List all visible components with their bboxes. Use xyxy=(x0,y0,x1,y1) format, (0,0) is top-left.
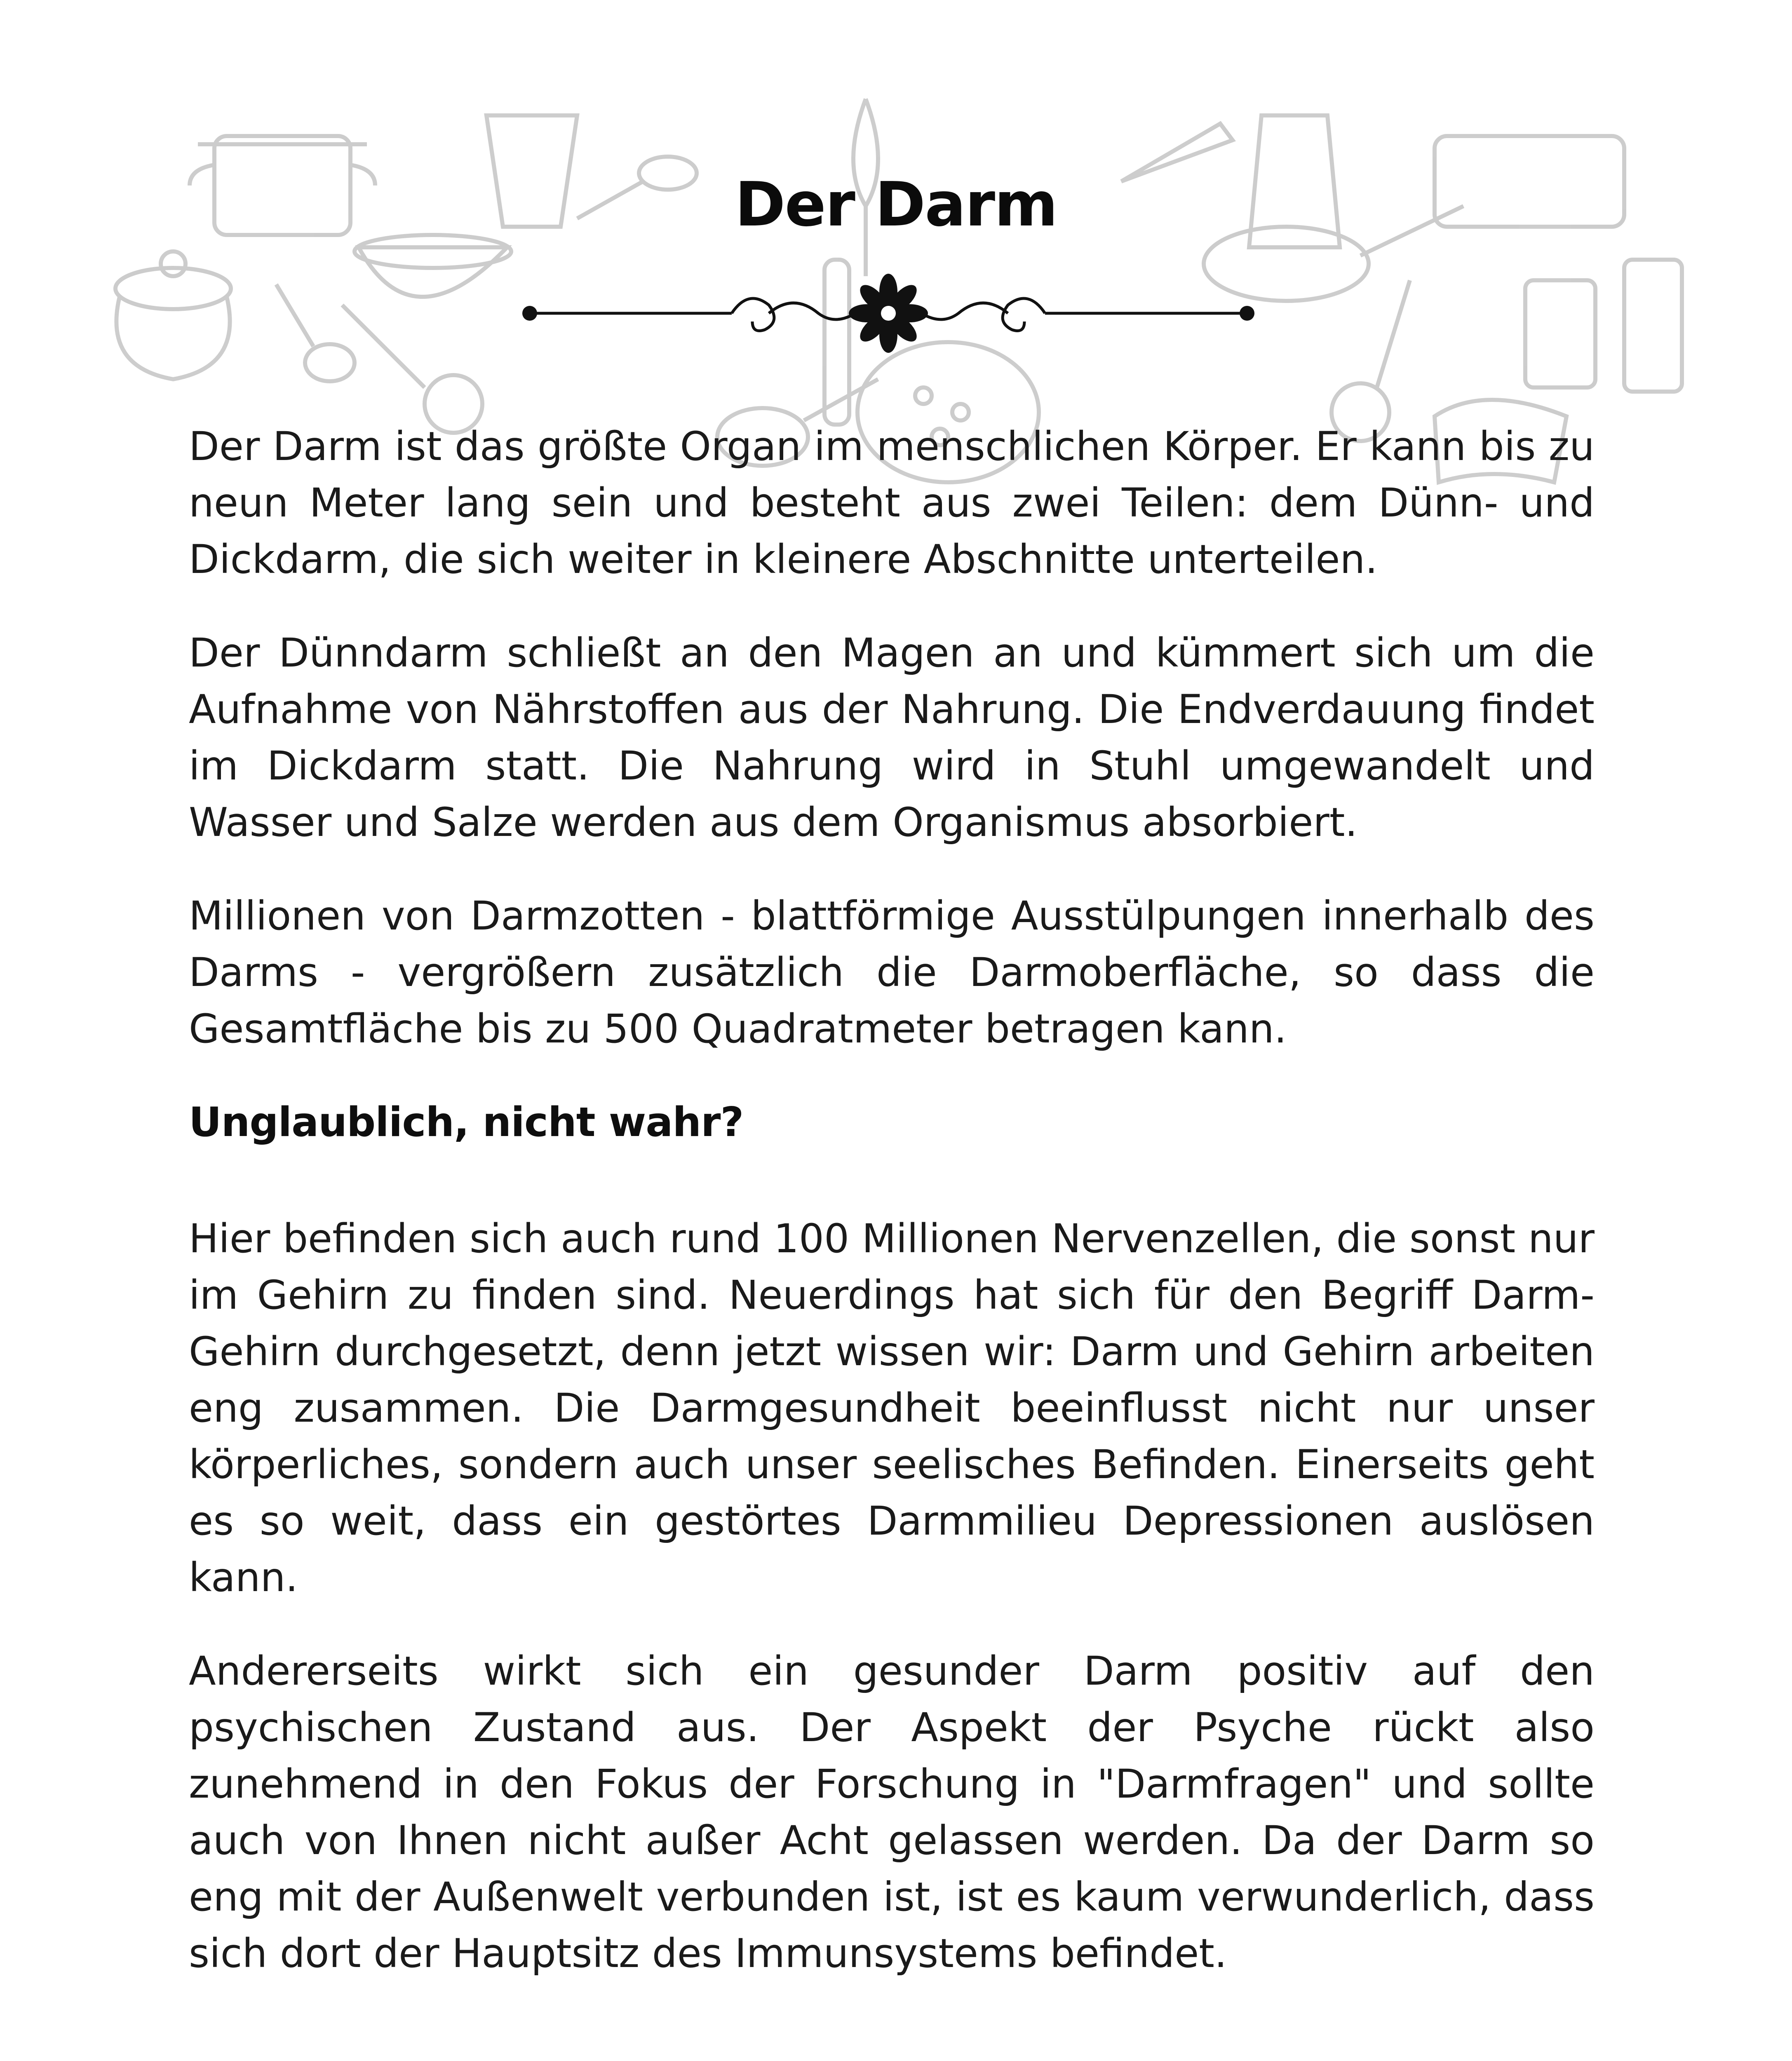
page-title: Der Darm xyxy=(735,169,1057,240)
paragraph-darmzotten: Millionen von Darmzotten - blattförmige Ausstülpungen innerhalb des Darms - vergrößern zusätzlich die Darmoberfläche, so dass die Gesamtfläche bis zu 500 Quadratmeter betragen kann. xyxy=(189,893,1595,1052)
paragraph-intro: Der Darm ist das größte Organ im menschlichen Körper. Er kann bis zu neun Meter lang sein und besteht aus zwei Teilen: dem Dünn- und Dickdarm, die sich weiter in kleinere Abschnitte unterteilen. xyxy=(189,423,1595,582)
article-body xyxy=(189,418,1595,2019)
paragraph-duenndarm: Der Dünndarm schließt an den Magen an und kümmert sich um die Aufnahme von Nährstoffen aus der Nahrung. Die Endverdauung findet im Dickdarm statt. Die Nahrung wird in Stuhl umgewandelt und Wasser und Salze werden aus dem Organismus absorbiert. xyxy=(189,630,1595,845)
paragraph-psyche: Andererseits wirkt sich ein gesunder Darm positiv auf den psychischen Zustand aus. Der Aspekt der Psyche rückt also zunehmend in den Fokus der Forschung in "Darmfragen" und sollte auch von Ihnen nicht außer Acht gelassen werden. Da der Darm so eng mit der Außenwelt verbunden ist, ist es kaum verwunderlich, dass sich dort der Hauptsitz des Immunsystems befindet. xyxy=(189,1648,1595,1976)
paragraph-nervenzellen: Hier befinden sich auch rund 100 Millionen Nervenzellen, die sonst nur im Gehirn zu finden sind. Neuerdings hat sich für den Begriff Darm-Gehirn durchgesetzt, denn jetzt wissen wir: Darm und Gehirn arbeiten eng zusammen. Die Darmgesundheit beeinflusst nicht nur unser körperliches, sondern auch unser seelisches Befinden. Einerseits geht es so weit, dass ein gestörtes Darmmilieu Depressionen auslösen kann. xyxy=(189,1216,1595,1601)
flower-scroll-divider-icon xyxy=(517,272,1259,354)
subheading: Unglaublich, nicht wahr? xyxy=(189,1099,744,1146)
divider-ornament xyxy=(517,272,1259,354)
